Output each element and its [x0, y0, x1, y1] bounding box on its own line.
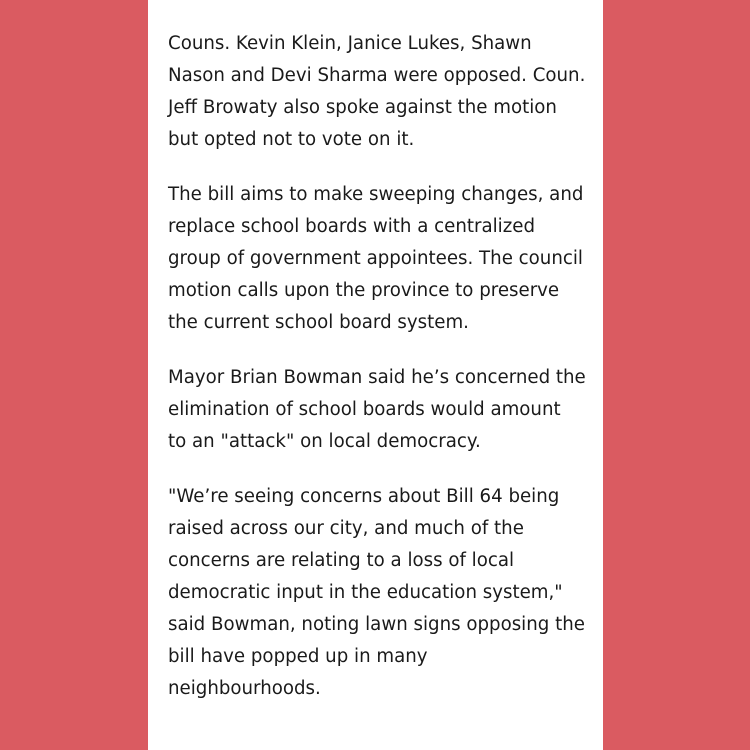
text-line: group of government appointees. The council — [168, 248, 583, 269]
text-line: said Bowman, noting lawn signs opposing the — [168, 614, 585, 635]
text-line: Nason and Devi Sharma were opposed. Coun. — [168, 65, 586, 86]
text-line: The bill aims to make sweeping changes, and — [168, 184, 584, 205]
paragraph-mayor-concern — [168, 362, 587, 458]
text-line: but opted not to vote on it. — [168, 129, 415, 150]
text-line: concerns are relating to a loss of local — [168, 550, 515, 571]
text-line: Couns. Kevin Klein, Janice Lukes, Shawn — [168, 33, 532, 54]
text-line: motion calls upon the province to preserve — [168, 280, 560, 301]
text-line: bill have popped up in many — [168, 646, 428, 667]
paragraph-bowman-quote — [168, 481, 587, 705]
text-line: neighbourhoods. — [168, 678, 321, 699]
text-line: the current school board system. — [168, 312, 469, 333]
text-line: elimination of school boards would amount — [168, 399, 561, 420]
paragraph-council-opposition — [168, 28, 587, 156]
text-line: raised across our city, and much of the — [168, 518, 524, 539]
article-page — [148, 0, 603, 750]
text-line: to an "attack" on local democracy. — [168, 431, 481, 452]
text-line: replace school boards with a centralized — [168, 216, 535, 237]
text-line: Mayor Brian Bowman said he’s concerned the — [168, 367, 586, 388]
text-line: "We’re seeing concerns about Bill 64 being — [168, 486, 560, 507]
text-line: democratic input in the education system," — [168, 582, 563, 603]
paragraph-bill-aims — [168, 179, 587, 339]
text-line: Jeff Browaty also spoke against the motion — [168, 97, 557, 118]
